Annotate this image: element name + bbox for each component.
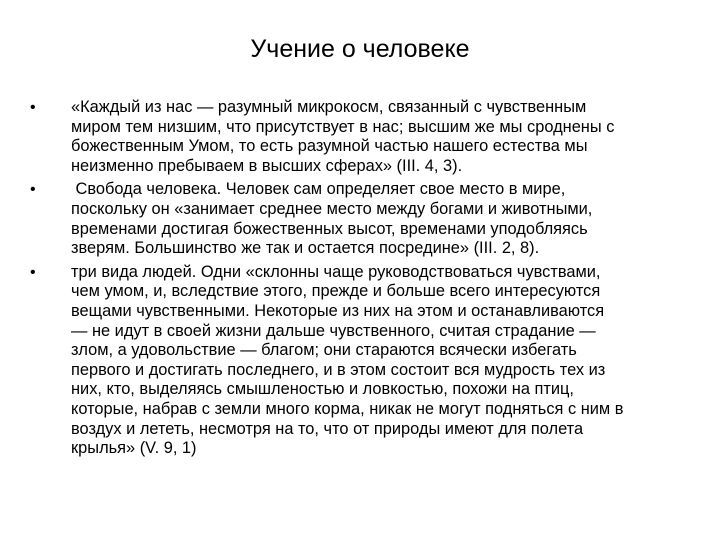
bullet-line: злом, а удовольствие — благом; они стараются всячески избегать	[71, 341, 577, 360]
bullet-line: зверям. Большинство же так и остается посредине» (III. 2, 8).	[71, 239, 540, 258]
bullet-item-three-kinds	[30, 263, 694, 459]
bullet-line: — не идут в своей жизни дальше чувственного, считая страдание —	[71, 321, 596, 340]
bullet-item-freedom	[30, 180, 694, 258]
bullet-line: три вида людей. Одни «склонны чаще руководствоваться чувствами,	[71, 262, 601, 281]
bullet-line: чем умом, и, вследствие этого, прежде и больше всего интересуются	[71, 282, 601, 301]
bullet-line: божественным Умом, то есть разумной частью нашего естества мы	[71, 137, 588, 156]
bullet-line: поскольку он «занимает среднее место между богами и животными,	[71, 199, 593, 218]
bullet-list	[30, 98, 694, 463]
bullet-line: миром тем низшим, что присутствует в нас; высшим же мы сроднены с	[71, 117, 615, 136]
bullet-icon: •	[30, 263, 36, 281]
bullet-line: крылья» (V. 9, 1)	[71, 439, 197, 458]
bullet-line: Свобода человека. Человек сам определяет свое место в мире,	[71, 180, 566, 199]
bullet-item-microcosm	[30, 98, 694, 176]
bullet-line: первого и достигать последнего, и в этом состоит вся мудрость тех из	[71, 360, 606, 379]
bullet-line: воздух и лететь, несмотря на то, что от природы имеют для полета	[71, 419, 584, 438]
bullet-line: них, кто, выделяясь смышленостью и ловкостью, похожи на птиц,	[71, 380, 574, 399]
bullet-line: которые, набрав с земли много корма, никак не могут подняться с ним в	[71, 399, 624, 418]
bullet-icon: •	[30, 99, 36, 116]
slide-title: Учение о человеке	[250, 35, 470, 63]
bullet-line: «Каждый из нас — разумный микрокосм, связанный с чувственным	[71, 98, 587, 116]
bullet-line: вещами чувственными. Некоторые из них на этом и останавливаются	[71, 301, 605, 320]
bullet-icon: •	[30, 181, 36, 199]
bullet-line: временами достигая божественных высот, временами уподобляясь	[71, 219, 588, 238]
bullet-line: неизменно пребываем в высших сферах» (III. 4, 3).	[71, 156, 463, 175]
